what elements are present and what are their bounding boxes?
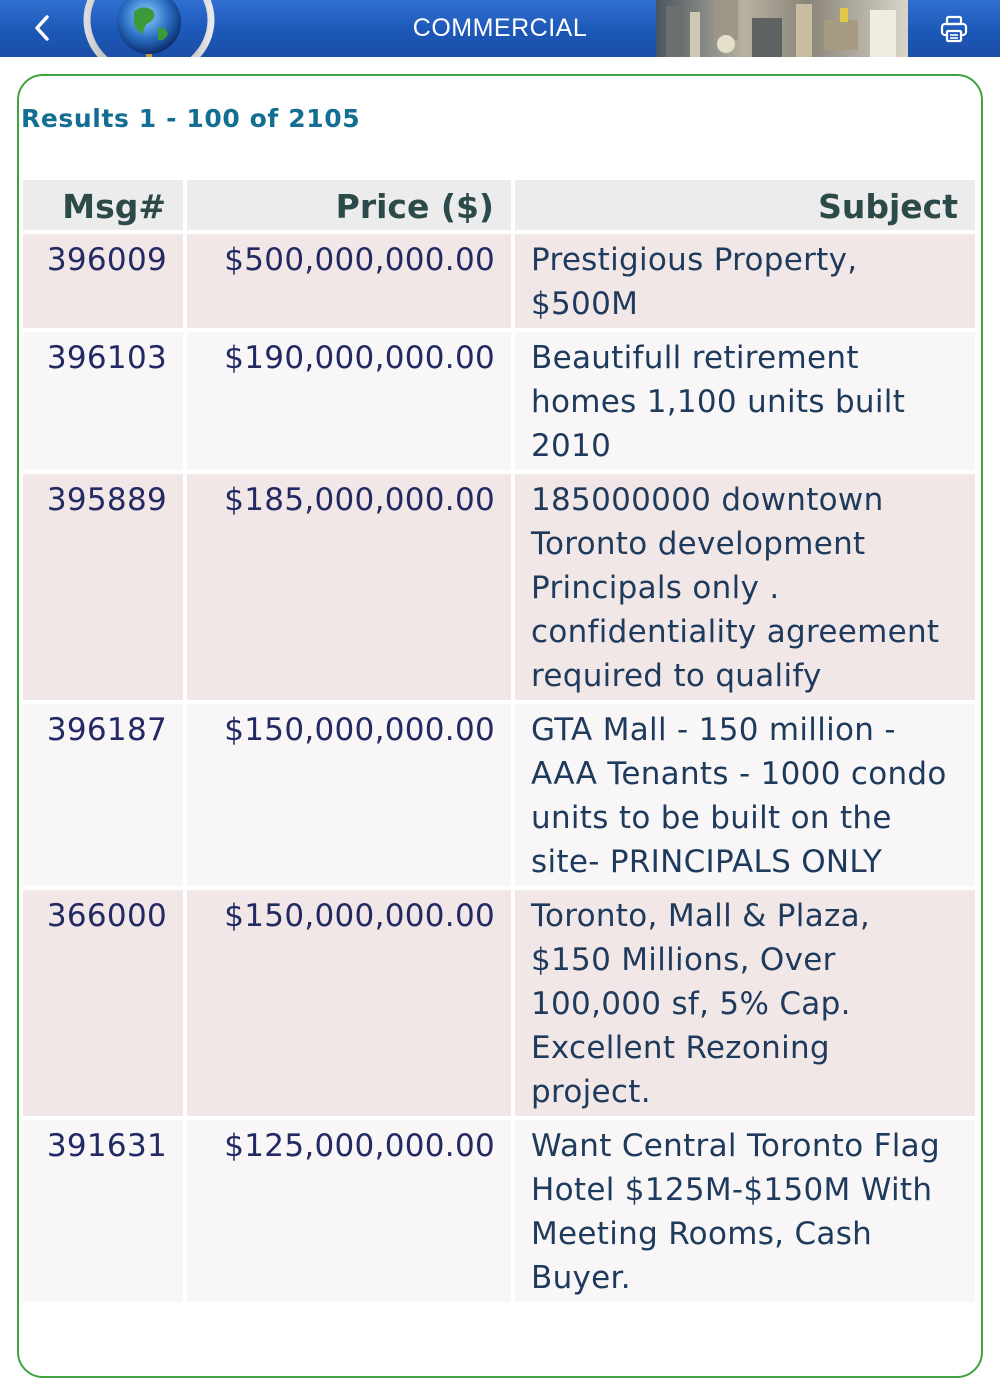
listings-table [19,176,979,1306]
column-header-msg[interactable]: Msg# [23,180,183,230]
msg-number: 396009 [23,234,183,328]
column-header-subject[interactable]: Subject [515,180,975,230]
table-row[interactable] [23,890,975,1116]
price-cell: $185,000,000.00 [187,474,511,700]
msg-number: 396103 [23,332,183,470]
table-row[interactable] [23,704,975,886]
table-row[interactable] [23,1120,975,1302]
results-count: Results 1 - 100 of 2105 [21,104,361,133]
back-button[interactable] [22,10,62,46]
price-cell: $150,000,000.00 [187,704,511,886]
subject-cell[interactable]: Prestigious Property, $500M [515,234,975,328]
subject-cell[interactable]: 185000000 downtown Toronto development Principals only . confidentiality agreement required to qualify [515,474,975,700]
page-title: COMMERCIAL [412,14,588,42]
print-button[interactable] [908,0,1000,57]
app-header [0,0,1000,57]
table-row[interactable] [23,474,975,700]
subject-cell[interactable]: Want Central Toronto Flag Hotel $125M-$150M With Meeting Rooms, Cash Buyer. [515,1120,975,1302]
msg-number: 391631 [23,1120,183,1302]
price-cell: $125,000,000.00 [187,1120,511,1302]
table-header-row [23,180,975,230]
msg-number: 395889 [23,474,183,700]
msg-number: 366000 [23,890,183,1116]
msg-number: 396187 [23,704,183,886]
subject-cell[interactable]: Beautifull retirement homes 1,100 units built 2010 [515,332,975,470]
printer-icon [939,14,969,44]
price-cell: $500,000,000.00 [187,234,511,328]
subject-cell[interactable]: Toronto, Mall & Plaza, $150 Millions, Over 100,000 sf, 5% Cap. Excellent Rezoning project. [515,890,975,1116]
globe-icon [82,0,216,57]
subject-cell[interactable]: GTA Mall - 150 million - AAA Tenants - 1000 condo units to be built on the site- PRINCIPALS ONLY [515,704,975,886]
results-panel [17,74,983,1378]
table-row[interactable] [23,332,975,470]
chevron-left-icon [31,13,53,43]
price-cell: $190,000,000.00 [187,332,511,470]
table-row[interactable] [23,234,975,328]
industrial-banner-image [656,0,908,57]
price-cell: $150,000,000.00 [187,890,511,1116]
column-header-price[interactable]: Price ($) [187,180,511,230]
